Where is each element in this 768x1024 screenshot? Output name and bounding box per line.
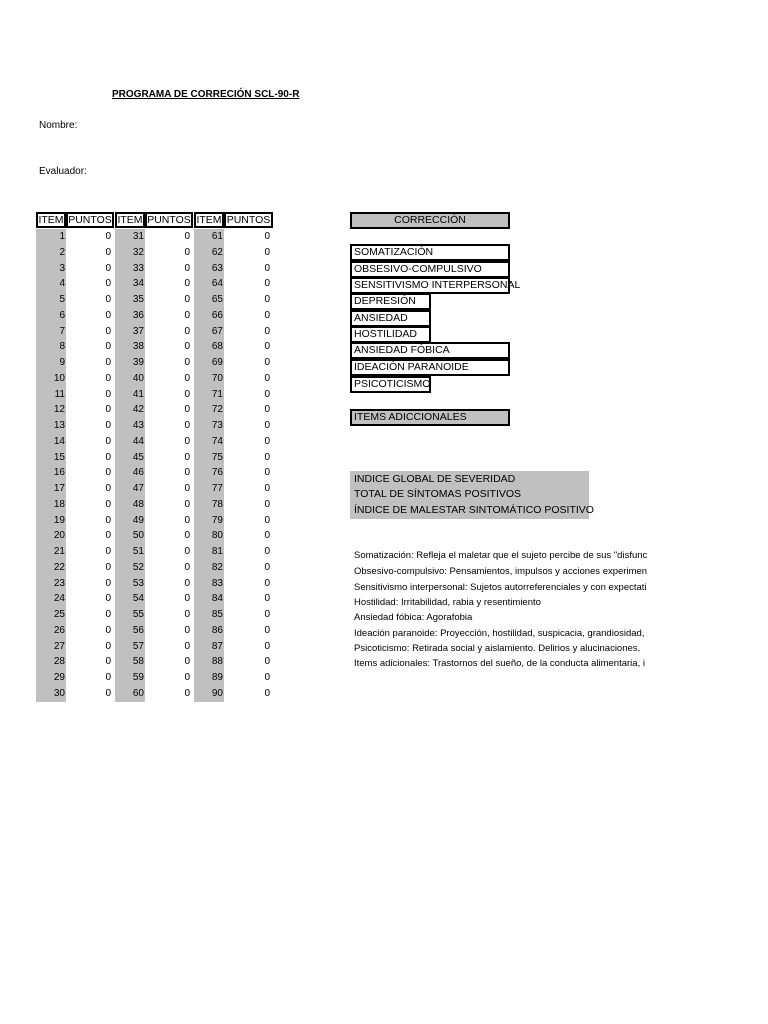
table-row <box>36 324 276 340</box>
cell-puntos-2: 0 <box>184 389 190 400</box>
cell-item-3: 82 <box>194 560 224 576</box>
cell-item-3: 85 <box>194 607 224 623</box>
cell-item-1: 24 <box>36 591 66 607</box>
evaluador-label: Evaluador: <box>39 166 87 177</box>
header-item-2: ITEM <box>115 212 145 228</box>
cell-item-2: 52 <box>115 560 145 576</box>
cell-item-3: 76 <box>194 465 224 481</box>
cell-item-3: 80 <box>194 528 224 544</box>
cell-puntos-1: 0 <box>105 278 111 289</box>
cell-item-1: 29 <box>36 670 66 686</box>
cell-puntos-3: 0 <box>264 247 270 258</box>
cell-item-1: 21 <box>36 544 66 560</box>
cell-item-1: 14 <box>36 434 66 450</box>
items-adicionales: ITEMS ADICCIONALES <box>350 409 510 426</box>
cell-puntos-1: 0 <box>105 326 111 337</box>
cell-puntos-3: 0 <box>264 452 270 463</box>
cell-item-1: 26 <box>36 623 66 639</box>
cell-item-2: 58 <box>115 654 145 670</box>
table-row <box>36 670 276 686</box>
cell-item-3: 65 <box>194 292 224 308</box>
cell-puntos-3: 0 <box>264 672 270 683</box>
dimension-somatizacion: SOMATIZACIÓN <box>350 244 510 261</box>
table-row <box>36 591 276 607</box>
cell-puntos-3: 0 <box>264 593 270 604</box>
cell-item-1: 18 <box>36 497 66 513</box>
cell-puntos-2: 0 <box>184 672 190 683</box>
cell-item-2: 40 <box>115 371 145 387</box>
cell-item-3: 77 <box>194 481 224 497</box>
cell-puntos-3: 0 <box>264 231 270 242</box>
cell-item-2: 31 <box>115 229 145 245</box>
cell-puntos-3: 0 <box>264 341 270 352</box>
cell-puntos-2: 0 <box>184 310 190 321</box>
table-row <box>36 276 276 292</box>
cell-puntos-3: 0 <box>264 310 270 321</box>
cell-item-3: 81 <box>194 544 224 560</box>
table-row <box>36 402 276 418</box>
cell-puntos-1: 0 <box>105 593 111 604</box>
cell-puntos-2: 0 <box>184 436 190 447</box>
table-row <box>36 371 276 387</box>
cell-item-1: 7 <box>36 324 66 340</box>
description-ansiedad-fobica: Ansiedad fóbica: Agorafobia <box>354 612 473 623</box>
cell-item-3: 87 <box>194 639 224 655</box>
dimension-ansiedad: ANSIEDAD <box>350 310 431 327</box>
cell-puntos-1: 0 <box>105 263 111 274</box>
cell-puntos-1: 0 <box>105 656 111 667</box>
cell-item-2: 50 <box>115 528 145 544</box>
cell-puntos-2: 0 <box>184 688 190 699</box>
cell-item-3: 66 <box>194 308 224 324</box>
cell-item-2: 51 <box>115 544 145 560</box>
cell-item-2: 46 <box>115 465 145 481</box>
cell-puntos-2: 0 <box>184 483 190 494</box>
table-row <box>36 465 276 481</box>
table-row <box>36 497 276 513</box>
cell-item-2: 55 <box>115 607 145 623</box>
cell-item-2: 36 <box>115 308 145 324</box>
cell-item-3: 69 <box>194 355 224 371</box>
cell-item-1: 9 <box>36 355 66 371</box>
cell-item-2: 47 <box>115 481 145 497</box>
table-row <box>36 654 276 670</box>
description-hostilidad: Hostilidad: Irritabilidad, rabia y resentimiento <box>354 597 541 608</box>
cell-item-1: 23 <box>36 576 66 592</box>
cell-puntos-3: 0 <box>264 656 270 667</box>
cell-puntos-1: 0 <box>105 389 111 400</box>
cell-item-3: 74 <box>194 434 224 450</box>
indice-malestar-sintomatico: ÍNDICE DE MALESTAR SINTOMÁTICO POSITIVO <box>354 504 594 516</box>
cell-puntos-2: 0 <box>184 593 190 604</box>
header-item-3: ITEM <box>194 212 224 228</box>
cell-puntos-2: 0 <box>184 625 190 636</box>
cell-puntos-1: 0 <box>105 247 111 258</box>
cell-puntos-3: 0 <box>264 357 270 368</box>
cell-item-3: 63 <box>194 261 224 277</box>
cell-item-3: 68 <box>194 339 224 355</box>
cell-item-3: 88 <box>194 654 224 670</box>
nombre-label: Nombre: <box>39 120 78 131</box>
cell-puntos-3: 0 <box>264 546 270 557</box>
cell-puntos-2: 0 <box>184 656 190 667</box>
table-row <box>36 355 276 371</box>
cell-item-2: 39 <box>115 355 145 371</box>
cell-puntos-1: 0 <box>105 530 111 541</box>
cell-puntos-2: 0 <box>184 452 190 463</box>
cell-puntos-3: 0 <box>264 530 270 541</box>
cell-puntos-1: 0 <box>105 294 111 305</box>
cell-puntos-1: 0 <box>105 688 111 699</box>
total-sintomas-positivos: TOTAL DE SÍNTOMAS POSITIVOS <box>354 488 522 500</box>
table-row <box>36 576 276 592</box>
cell-item-3: 71 <box>194 387 224 403</box>
cell-item-2: 43 <box>115 418 145 434</box>
cell-item-2: 37 <box>115 324 145 340</box>
cell-item-3: 70 <box>194 371 224 387</box>
cell-puntos-3: 0 <box>264 389 270 400</box>
cell-item-1: 1 <box>36 229 66 245</box>
cell-item-3: 62 <box>194 245 224 261</box>
cell-item-2: 60 <box>115 686 145 702</box>
cell-item-3: 90 <box>194 686 224 702</box>
cell-puntos-1: 0 <box>105 515 111 526</box>
table-row <box>36 387 276 403</box>
cell-item-3: 73 <box>194 418 224 434</box>
cell-puntos-1: 0 <box>105 562 111 573</box>
cell-item-3: 89 <box>194 670 224 686</box>
cell-item-2: 42 <box>115 402 145 418</box>
cell-puntos-3: 0 <box>264 515 270 526</box>
cell-item-2: 44 <box>115 434 145 450</box>
cell-item-1: 16 <box>36 465 66 481</box>
description-ideacion-paranoide: Ideación paranoide: Proyección, hostilidad, suspicacia, grandiosidad, <box>354 628 645 639</box>
cell-puntos-2: 0 <box>184 357 190 368</box>
cell-puntos-1: 0 <box>105 436 111 447</box>
cell-puntos-3: 0 <box>264 641 270 652</box>
table-row <box>36 245 276 261</box>
cell-item-2: 45 <box>115 450 145 466</box>
cell-item-1: 22 <box>36 560 66 576</box>
cell-item-2: 34 <box>115 276 145 292</box>
dimension-ansiedad-fobica: ANSIEDAD FÓBICA <box>350 342 510 359</box>
cell-item-2: 32 <box>115 245 145 261</box>
dimension-sensitivismo: SENSITIVISMO INTERPERSONAL <box>350 277 510 294</box>
cell-puntos-3: 0 <box>264 404 270 415</box>
cell-puntos-2: 0 <box>184 562 190 573</box>
table-row <box>36 308 276 324</box>
table-row <box>36 607 276 623</box>
cell-puntos-2: 0 <box>184 263 190 274</box>
cell-puntos-1: 0 <box>105 467 111 478</box>
cell-item-1: 27 <box>36 639 66 655</box>
cell-puntos-3: 0 <box>264 483 270 494</box>
indice-global-severidad: INDICE GLOBAL DE SEVERIDAD <box>354 473 516 485</box>
table-row <box>36 450 276 466</box>
cell-puntos-1: 0 <box>105 373 111 384</box>
cell-item-1: 3 <box>36 261 66 277</box>
cell-puntos-2: 0 <box>184 515 190 526</box>
cell-puntos-2: 0 <box>184 578 190 589</box>
cell-item-2: 54 <box>115 591 145 607</box>
cell-item-1: 12 <box>36 402 66 418</box>
dimension-hostilidad: HOSTILIDAD <box>350 326 431 343</box>
table-row <box>36 434 276 450</box>
cell-item-3: 84 <box>194 591 224 607</box>
cell-item-1: 13 <box>36 418 66 434</box>
header-item-1: ITEM <box>36 212 66 228</box>
cell-puntos-2: 0 <box>184 467 190 478</box>
cell-puntos-3: 0 <box>264 278 270 289</box>
cell-puntos-1: 0 <box>105 357 111 368</box>
cell-puntos-1: 0 <box>105 231 111 242</box>
cell-puntos-3: 0 <box>264 373 270 384</box>
cell-puntos-2: 0 <box>184 373 190 384</box>
table-row <box>36 528 276 544</box>
cell-puntos-3: 0 <box>264 436 270 447</box>
header-puntos-2: PUNTOS <box>145 212 193 228</box>
cell-puntos-2: 0 <box>184 326 190 337</box>
description-sensitivismo: Sensitivismo interpersonal: Sujetos autorreferenciales y con expectati <box>354 582 647 593</box>
table-row <box>36 544 276 560</box>
cell-item-1: 6 <box>36 308 66 324</box>
cell-item-1: 2 <box>36 245 66 261</box>
table-row <box>36 229 276 245</box>
cell-item-1: 30 <box>36 686 66 702</box>
table-row <box>36 560 276 576</box>
cell-puntos-3: 0 <box>264 263 270 274</box>
dimension-ideacion-paranoide: IDEACIÓN PARANOIDE <box>350 359 510 376</box>
cell-item-2: 53 <box>115 576 145 592</box>
table-row <box>36 418 276 434</box>
cell-puntos-3: 0 <box>264 578 270 589</box>
cell-item-2: 48 <box>115 497 145 513</box>
table-row <box>36 513 276 529</box>
cell-item-1: 25 <box>36 607 66 623</box>
cell-item-3: 86 <box>194 623 224 639</box>
cell-puntos-2: 0 <box>184 641 190 652</box>
cell-item-1: 19 <box>36 513 66 529</box>
cell-puntos-3: 0 <box>264 562 270 573</box>
cell-puntos-3: 0 <box>264 467 270 478</box>
cell-puntos-1: 0 <box>105 341 111 352</box>
cell-item-2: 33 <box>115 261 145 277</box>
cell-puntos-2: 0 <box>184 247 190 258</box>
cell-puntos-1: 0 <box>105 404 111 415</box>
cell-puntos-2: 0 <box>184 294 190 305</box>
cell-puntos-1: 0 <box>105 420 111 431</box>
cell-item-2: 57 <box>115 639 145 655</box>
cell-puntos-3: 0 <box>264 420 270 431</box>
cell-puntos-1: 0 <box>105 546 111 557</box>
table-row <box>36 686 276 702</box>
cell-puntos-3: 0 <box>264 625 270 636</box>
cell-puntos-3: 0 <box>264 499 270 510</box>
cell-item-3: 67 <box>194 324 224 340</box>
table-row <box>36 639 276 655</box>
cell-puntos-1: 0 <box>105 578 111 589</box>
cell-puntos-1: 0 <box>105 672 111 683</box>
cell-puntos-3: 0 <box>264 609 270 620</box>
dimension-obsesivo-compulsivo: OBSESIVO-COMPULSIVO <box>350 261 510 278</box>
cell-puntos-3: 0 <box>264 294 270 305</box>
cell-item-3: 61 <box>194 229 224 245</box>
cell-puntos-2: 0 <box>184 278 190 289</box>
cell-item-2: 38 <box>115 339 145 355</box>
cell-item-2: 59 <box>115 670 145 686</box>
header-puntos-3: PUNTOS <box>224 212 273 228</box>
table-row <box>36 481 276 497</box>
page-title: PROGRAMA DE CORRECIÓN SCL-90-R <box>112 89 300 100</box>
cell-puntos-2: 0 <box>184 420 190 431</box>
cell-item-1: 20 <box>36 528 66 544</box>
cell-item-2: 56 <box>115 623 145 639</box>
cell-puntos-2: 0 <box>184 341 190 352</box>
correccion-header: CORRECCIÓN <box>350 212 510 229</box>
cell-puntos-3: 0 <box>264 688 270 699</box>
cell-puntos-1: 0 <box>105 625 111 636</box>
dimension-depresion: DEPRESIÓN <box>350 293 431 310</box>
cell-item-1: 28 <box>36 654 66 670</box>
cell-puntos-1: 0 <box>105 452 111 463</box>
cell-puntos-2: 0 <box>184 530 190 541</box>
cell-item-3: 78 <box>194 497 224 513</box>
table-row <box>36 623 276 639</box>
cell-puntos-2: 0 <box>184 404 190 415</box>
cell-item-3: 83 <box>194 576 224 592</box>
table-row <box>36 339 276 355</box>
cell-item-3: 72 <box>194 402 224 418</box>
dimension-psicoticismo: PSICOTICISMO <box>350 376 431 393</box>
cell-puntos-2: 0 <box>184 499 190 510</box>
cell-item-1: 15 <box>36 450 66 466</box>
cell-item-3: 79 <box>194 513 224 529</box>
cell-puntos-2: 0 <box>184 231 190 242</box>
cell-item-1: 10 <box>36 371 66 387</box>
table-row <box>36 292 276 308</box>
cell-item-1: 4 <box>36 276 66 292</box>
cell-puntos-3: 0 <box>264 326 270 337</box>
cell-item-1: 17 <box>36 481 66 497</box>
cell-item-1: 5 <box>36 292 66 308</box>
cell-item-1: 8 <box>36 339 66 355</box>
header-puntos-1: PUNTOS <box>66 212 114 228</box>
cell-item-2: 41 <box>115 387 145 403</box>
cell-puntos-1: 0 <box>105 310 111 321</box>
cell-puntos-2: 0 <box>184 546 190 557</box>
description-somatizacion: Somatización: Refleja el maletar que el sujeto percibe de sus "disfunc <box>354 550 648 561</box>
description-items-adicionales: Items adicionales: Trastornos del sueño, de la conducta alimentaria, i <box>354 658 645 669</box>
cell-puntos-1: 0 <box>105 483 111 494</box>
cell-item-3: 75 <box>194 450 224 466</box>
description-psicoticismo: Psicoticismo: Retirada social y aislamiento. Delirios y alucinaciones. <box>354 643 641 654</box>
cell-puntos-1: 0 <box>105 609 111 620</box>
cell-item-2: 35 <box>115 292 145 308</box>
cell-puntos-2: 0 <box>184 609 190 620</box>
cell-puntos-1: 0 <box>105 499 111 510</box>
cell-item-3: 64 <box>194 276 224 292</box>
cell-item-2: 49 <box>115 513 145 529</box>
table-row <box>36 261 276 277</box>
cell-item-1: 11 <box>36 387 66 403</box>
description-obsesivo: Obsesivo-compulsivo: Pensamientos, impulsos y acciones experimen <box>354 566 648 577</box>
cell-puntos-1: 0 <box>105 641 111 652</box>
